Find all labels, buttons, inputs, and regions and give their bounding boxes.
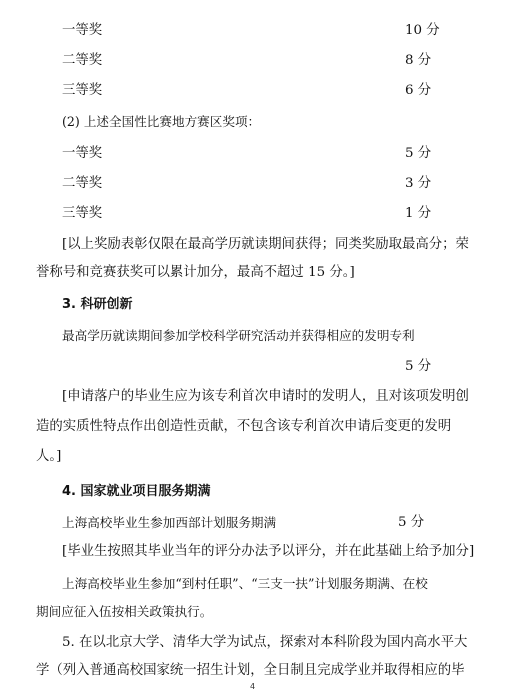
note-line: [毕业生按照其毕业当年的评分办法予以评分，并在此基础上给予加分]: [62, 544, 475, 559]
note-line: 誉称号和竞赛获奖可以累计加分，最高不超过 15 分。]: [36, 265, 355, 280]
paragraph-line: 学（列入普通高校国家统一招生计划，全日制且完成学业并取得相应的毕: [36, 663, 465, 678]
note-line: 造的实质性特点作出创造性贡献，不包含该专利首次申请后变更的发明: [36, 419, 452, 434]
page-number: 4: [250, 682, 256, 691]
award-score: 6 分: [405, 83, 432, 98]
award-score: 3 分: [405, 176, 432, 191]
award-level: 一等奖: [62, 23, 103, 38]
note-line: [以上奖励表彰仅限在最高学历就读期间获得；同类奖励取最高分；荣: [62, 237, 469, 252]
award-score: 5 分: [405, 146, 432, 161]
paragraph-line: 5. 在以北京大学、清华大学为试点，探索对本科阶段为国内高水平大: [62, 635, 468, 650]
section-text: 最高学历就读期间参加学校科学研究活动并获得相应的发明专利: [62, 328, 415, 343]
note-line: [申请落户的毕业生应为该专利首次申请时的发明人，且对该项发明创: [62, 389, 469, 404]
award-score: 1 分: [405, 206, 432, 221]
award-score: 10 分: [405, 23, 440, 38]
paragraph-line: 期间应征入伍按相关政策执行。: [36, 604, 213, 619]
award-level: 二等奖: [62, 176, 103, 191]
section-title: 4. 国家就业项目服务期满: [62, 484, 211, 499]
section-item: 上海高校毕业生参加西部计划服务期满: [62, 515, 277, 530]
award-level: 三等奖: [62, 206, 103, 221]
award-level: 三等奖: [62, 83, 103, 98]
award-level: 二等奖: [62, 53, 103, 68]
paragraph-line: 上海高校毕业生参加“到村任职”、“三支一扶”计划服务期满、在校: [62, 576, 428, 591]
note-line: 人。]: [36, 449, 62, 464]
award-level: 一等奖: [62, 146, 103, 161]
section-title: 3. 科研创新: [62, 297, 133, 312]
award-score: 8 分: [405, 53, 432, 68]
section-score: 5 分: [398, 515, 425, 530]
section-score: 5 分: [405, 359, 432, 374]
subsection-heading: (2) 上述全国性比赛地方赛区奖项：: [62, 114, 261, 129]
